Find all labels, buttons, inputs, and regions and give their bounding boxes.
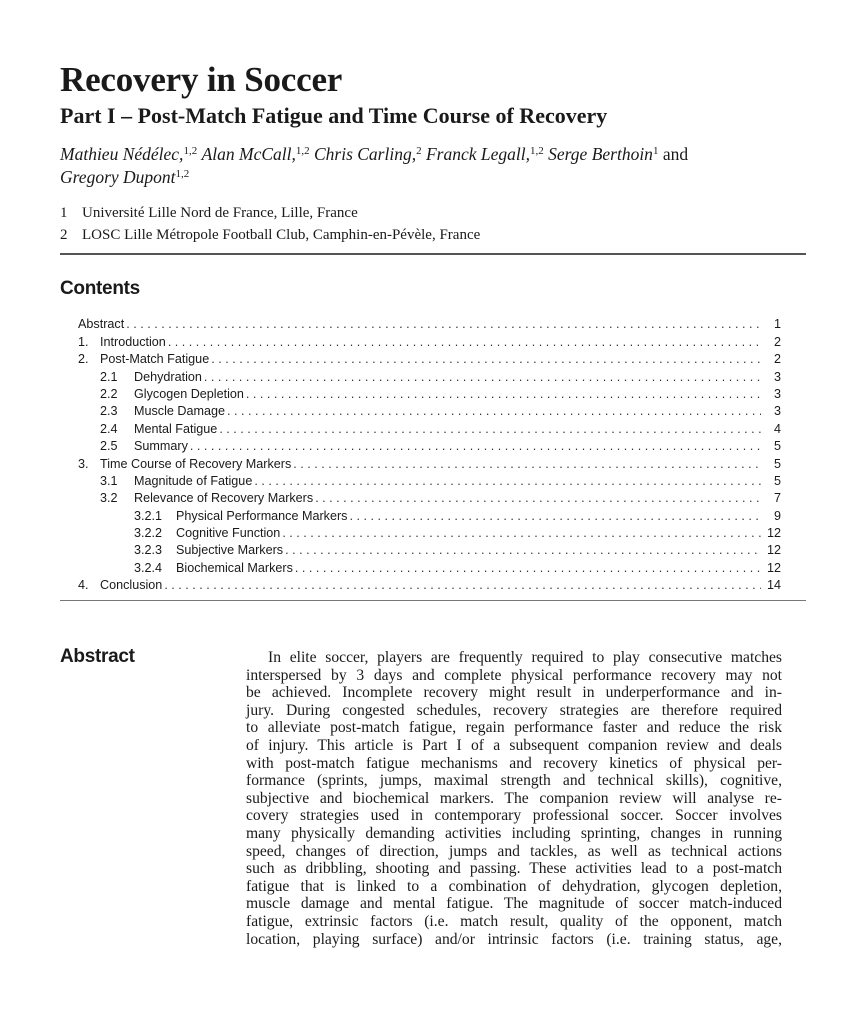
toc-leader-dots [164,578,761,592]
toc-leader-dots [190,439,761,453]
toc-leader-dots [126,317,761,331]
toc-entry-number: 2.5 [100,439,118,454]
authors-conjunction: and [662,144,689,164]
toc-entry-label: Abstract [78,317,125,332]
author: Franck Legall,$^{1,2}$ [425,144,544,164]
toc-entry[interactable] [78,557,781,574]
toc-entry[interactable] [78,488,781,505]
toc-entry-number: 3.1 [100,473,118,488]
toc-leader-dots [349,509,761,523]
toc-entry[interactable] [78,540,781,557]
abstract-line: to alleviate post-match fatigue, regain performance faster and reduce the risk [246,719,782,737]
toc-entry-page: 12 [766,543,781,558]
toc-entry-label: Conclusion [100,578,163,593]
toc-entry-number: 3.2.1 [134,508,163,523]
affiliation-number: 2 [60,227,68,243]
toc-entry-page: 3 [773,386,781,401]
abstract-line: many physically demanding activities including sprinting, changes in running [246,824,782,842]
toc-leader-dots [168,335,761,349]
toc-leader-dots [295,561,761,575]
abstract-heading: Abstract [60,646,135,667]
toc-leader-dots [254,474,761,488]
toc-entry[interactable] [78,384,781,401]
toc-entry-page: 5 [773,439,781,454]
toc-leader-dots [282,526,761,540]
toc-entry-label: Dehydration [134,369,202,384]
abstract-text [246,649,782,948]
toc-entry-label: Physical Performance Markers [176,508,348,523]
toc-entry[interactable] [78,418,781,435]
abstract-line: fatigue, extrinsic factors (i.e. match result, quality of the opponent, match [246,912,782,930]
toc-entry[interactable] [78,575,781,592]
toc-entry-label: Muscle Damage [134,404,225,419]
toc-entry-page: 2 [773,334,781,349]
abstract-line: interspersed by 3 days and complete physical performance recovery may not [246,666,782,684]
toc-entry-page: 5 [773,456,781,471]
toc-entry[interactable] [78,436,781,453]
toc-entry[interactable] [78,401,781,418]
abstract-line: jury. During congested schedules, recovery strategies are therefore required [246,701,782,719]
toc-entry-number: 2. [78,352,89,367]
toc-entry-page: 7 [773,491,781,506]
toc-entry-number: 3.2.2 [134,526,163,541]
toc-entry-label: Relevance of Recovery Markers [134,491,314,506]
abstract-line: location, playing surface) and/or intrinsic factors (i.e. training status, age, [246,930,782,948]
toc-entry-label: Introduction [100,334,166,349]
toc-entry-label: Glycogen Depletion [134,386,244,401]
toc-entry-number: 2.1 [100,369,118,384]
toc-entry-label: Magnitude of Fatigue [134,473,253,488]
toc-entry-label: Mental Fatigue [134,421,218,436]
article-subtitle: Part I – Post-Match Fatigue and Time Course of Recovery [60,103,608,128]
affiliation-number: 1 [60,205,68,221]
affiliation [60,225,480,245]
toc-entry-page: 5 [773,473,781,488]
toc-entry-page: 4 [773,421,781,436]
toc-entry-label: Post-Match Fatigue [100,352,210,367]
toc-entry[interactable] [78,471,781,488]
author: Alan McCall,$^{1,2}$ [201,144,310,164]
toc-entry-page: 1 [773,317,781,332]
contents-divider [60,600,806,601]
toc-entry-label: Summary [134,439,188,454]
article-title: Recovery in Soccer [60,60,343,99]
toc-entry-page: 12 [766,560,781,575]
toc-leader-dots [315,491,761,505]
toc-entry[interactable] [78,453,781,470]
toc-entry-label: Time Course of Recovery Markers [100,456,292,471]
affiliation-text: LOSC Lille Métropole Football Club, Camphin-en-Pévèle, France [82,227,481,243]
abstract-line: be achieved. Incomplete recovery might result in underperformance and in- [246,684,782,702]
toc-entry-page: 9 [773,508,781,523]
toc-entry-number: 4. [78,578,89,593]
author: Mathieu Nédélec,$^{1,2}$ [60,144,198,164]
toc-entry-number: 3. [78,456,89,471]
abstract-line: subjective and biochemical markers. The companion review will analyse re- [246,789,782,807]
toc-entry-label: Subjective Markers [176,543,284,558]
toc-entry[interactable] [78,331,781,348]
author-list [60,143,790,189]
affiliation [60,203,358,223]
affiliation-text: Université Lille Nord de France, Lille, France [82,205,358,221]
toc-leader-dots [227,404,761,418]
toc-leader-dots [204,370,761,384]
toc-leader-dots [219,422,761,436]
toc-leader-dots [285,543,761,557]
toc-entry-number: 2.2 [100,386,118,401]
toc-entry-label: Biochemical Markers [176,560,293,575]
toc-entry-number: 2.3 [100,404,118,419]
author: Chris Carling,$^2$ [313,144,422,164]
abstract-line: speed, changes of direction, jumps and tackles, as well as technical actions [246,842,782,860]
table-of-contents [78,314,781,592]
abstract-line: fatigue that is linked to a combination of dehydration, glycogen depletion, [246,877,782,895]
author: Serge Berthoin$^1$ [548,144,659,164]
toc-entry-label: Cognitive Function [176,526,281,541]
toc-entry-page: 12 [766,526,781,541]
toc-leader-dots [246,387,761,401]
toc-leader-dots [211,352,761,366]
toc-entry-page: 3 [773,404,781,419]
abstract-line: of injury. This article is Part I of a subsequent companion review and deals [246,736,782,754]
header-divider [60,253,806,255]
toc-entry-number: 3.2.3 [134,543,163,558]
abstract-line: such as dribbling, shooting and passing. These activities lead to a post-match [246,860,782,878]
toc-entry[interactable] [78,366,781,383]
toc-entry[interactable] [78,349,781,366]
toc-entry[interactable] [78,523,781,540]
toc-entry-number: 2.4 [100,421,118,436]
toc-entry-page: 2 [773,352,781,367]
toc-entry[interactable] [78,505,781,522]
toc-entry-page: 14 [766,578,781,593]
contents-heading: Contents [60,278,140,299]
abstract-line: covery strategies used in contemporary professional soccer. Soccer involves [246,807,782,825]
abstract-line: muscle damage and mental fatigue. The magnitude of soccer match-induced [246,895,782,913]
abstract-line: with post-match fatigue mechanisms and recovery kinetics of physical per- [246,754,782,772]
abstract-line: formance (sprints, jumps, maximal strength and technical skills), cognitive, [246,772,782,790]
toc-entry-page: 3 [773,369,781,384]
toc-entry-number: 3.2 [100,491,118,506]
toc-entry-number: 1. [78,334,89,349]
author: Gregory Dupont$^{1,2}$ [60,167,190,187]
abstract-line: In elite soccer, players are frequently required to play consecutive matches [268,649,782,666]
toc-leader-dots [293,457,761,471]
toc-entry-number: 3.2.4 [134,560,163,575]
toc-entry[interactable] [78,314,781,331]
